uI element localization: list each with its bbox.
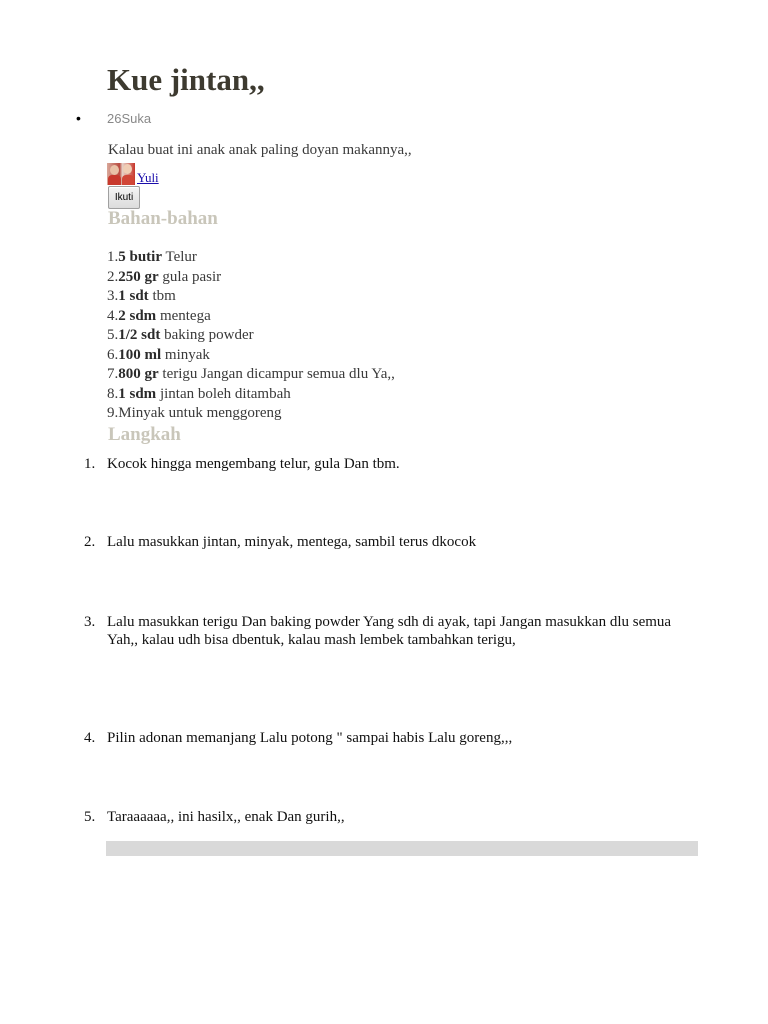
bullet-dot: • — [76, 110, 81, 126]
photo-placeholder-bar — [106, 841, 698, 856]
follow-button[interactable]: Ikuti — [108, 186, 140, 209]
step-item: 3. Lalu masukkan terigu Dan baking powder Yang sdh di ayak, tapi Jangan masukkan dlu semua Yah,, kalau udh bisa dbentuk, kalau mash lembek tambahkan terigu, — [84, 614, 672, 648]
ingredient-item: 9.Minyak untuk menggoreng — [107, 405, 282, 421]
ingredient-item: 7.800 gr terigu Jangan dicampur semua dlu Ya,, — [107, 366, 395, 382]
ingredient-item: 6.100 ml minyak — [107, 346, 210, 363]
recipe-description: Kalau buat ini anak anak paling doyan makannya,, — [108, 142, 412, 158]
author-row — [107, 163, 159, 185]
step-item: 5. Taraaaaaa,, ini hasilx,, enak Dan gurih,, — [84, 809, 345, 825]
ingredient-item: 8.1 sdm jintan boleh ditambah — [107, 385, 291, 402]
ingredient-item: 4.2 sdm mentega — [107, 307, 211, 324]
author-avatar[interactable] — [107, 163, 135, 185]
steps-heading: Langkah — [108, 424, 181, 445]
step-item: 4. Pilin adonan memanjang Lalu potong " sampai habis Lalu goreng,,, — [84, 730, 513, 746]
step-item: 2. Lalu masukkan jintan, minyak, mentega, sambil terus dkocok — [84, 534, 477, 550]
likes-count[interactable]: 26Suka — [107, 111, 152, 126]
author-link[interactable]: Yuli — [137, 170, 159, 185]
recipe-title: Kue jintan,, — [107, 62, 265, 97]
ingredient-item: 2.250 gr gula pasir — [107, 268, 222, 285]
ingredient-item: 5.1/2 sdt baking powder — [107, 327, 254, 343]
ingredient-list — [107, 248, 395, 424]
ingredients-heading: Bahan-bahan — [108, 208, 218, 229]
step-item: 1. Kocok hingga mengembang telur, gula Dan tbm. — [84, 456, 400, 472]
ingredient-item: 1.5 butir Telur — [107, 249, 197, 265]
ingredient-item: 3.1 sdt tbm — [107, 288, 176, 304]
